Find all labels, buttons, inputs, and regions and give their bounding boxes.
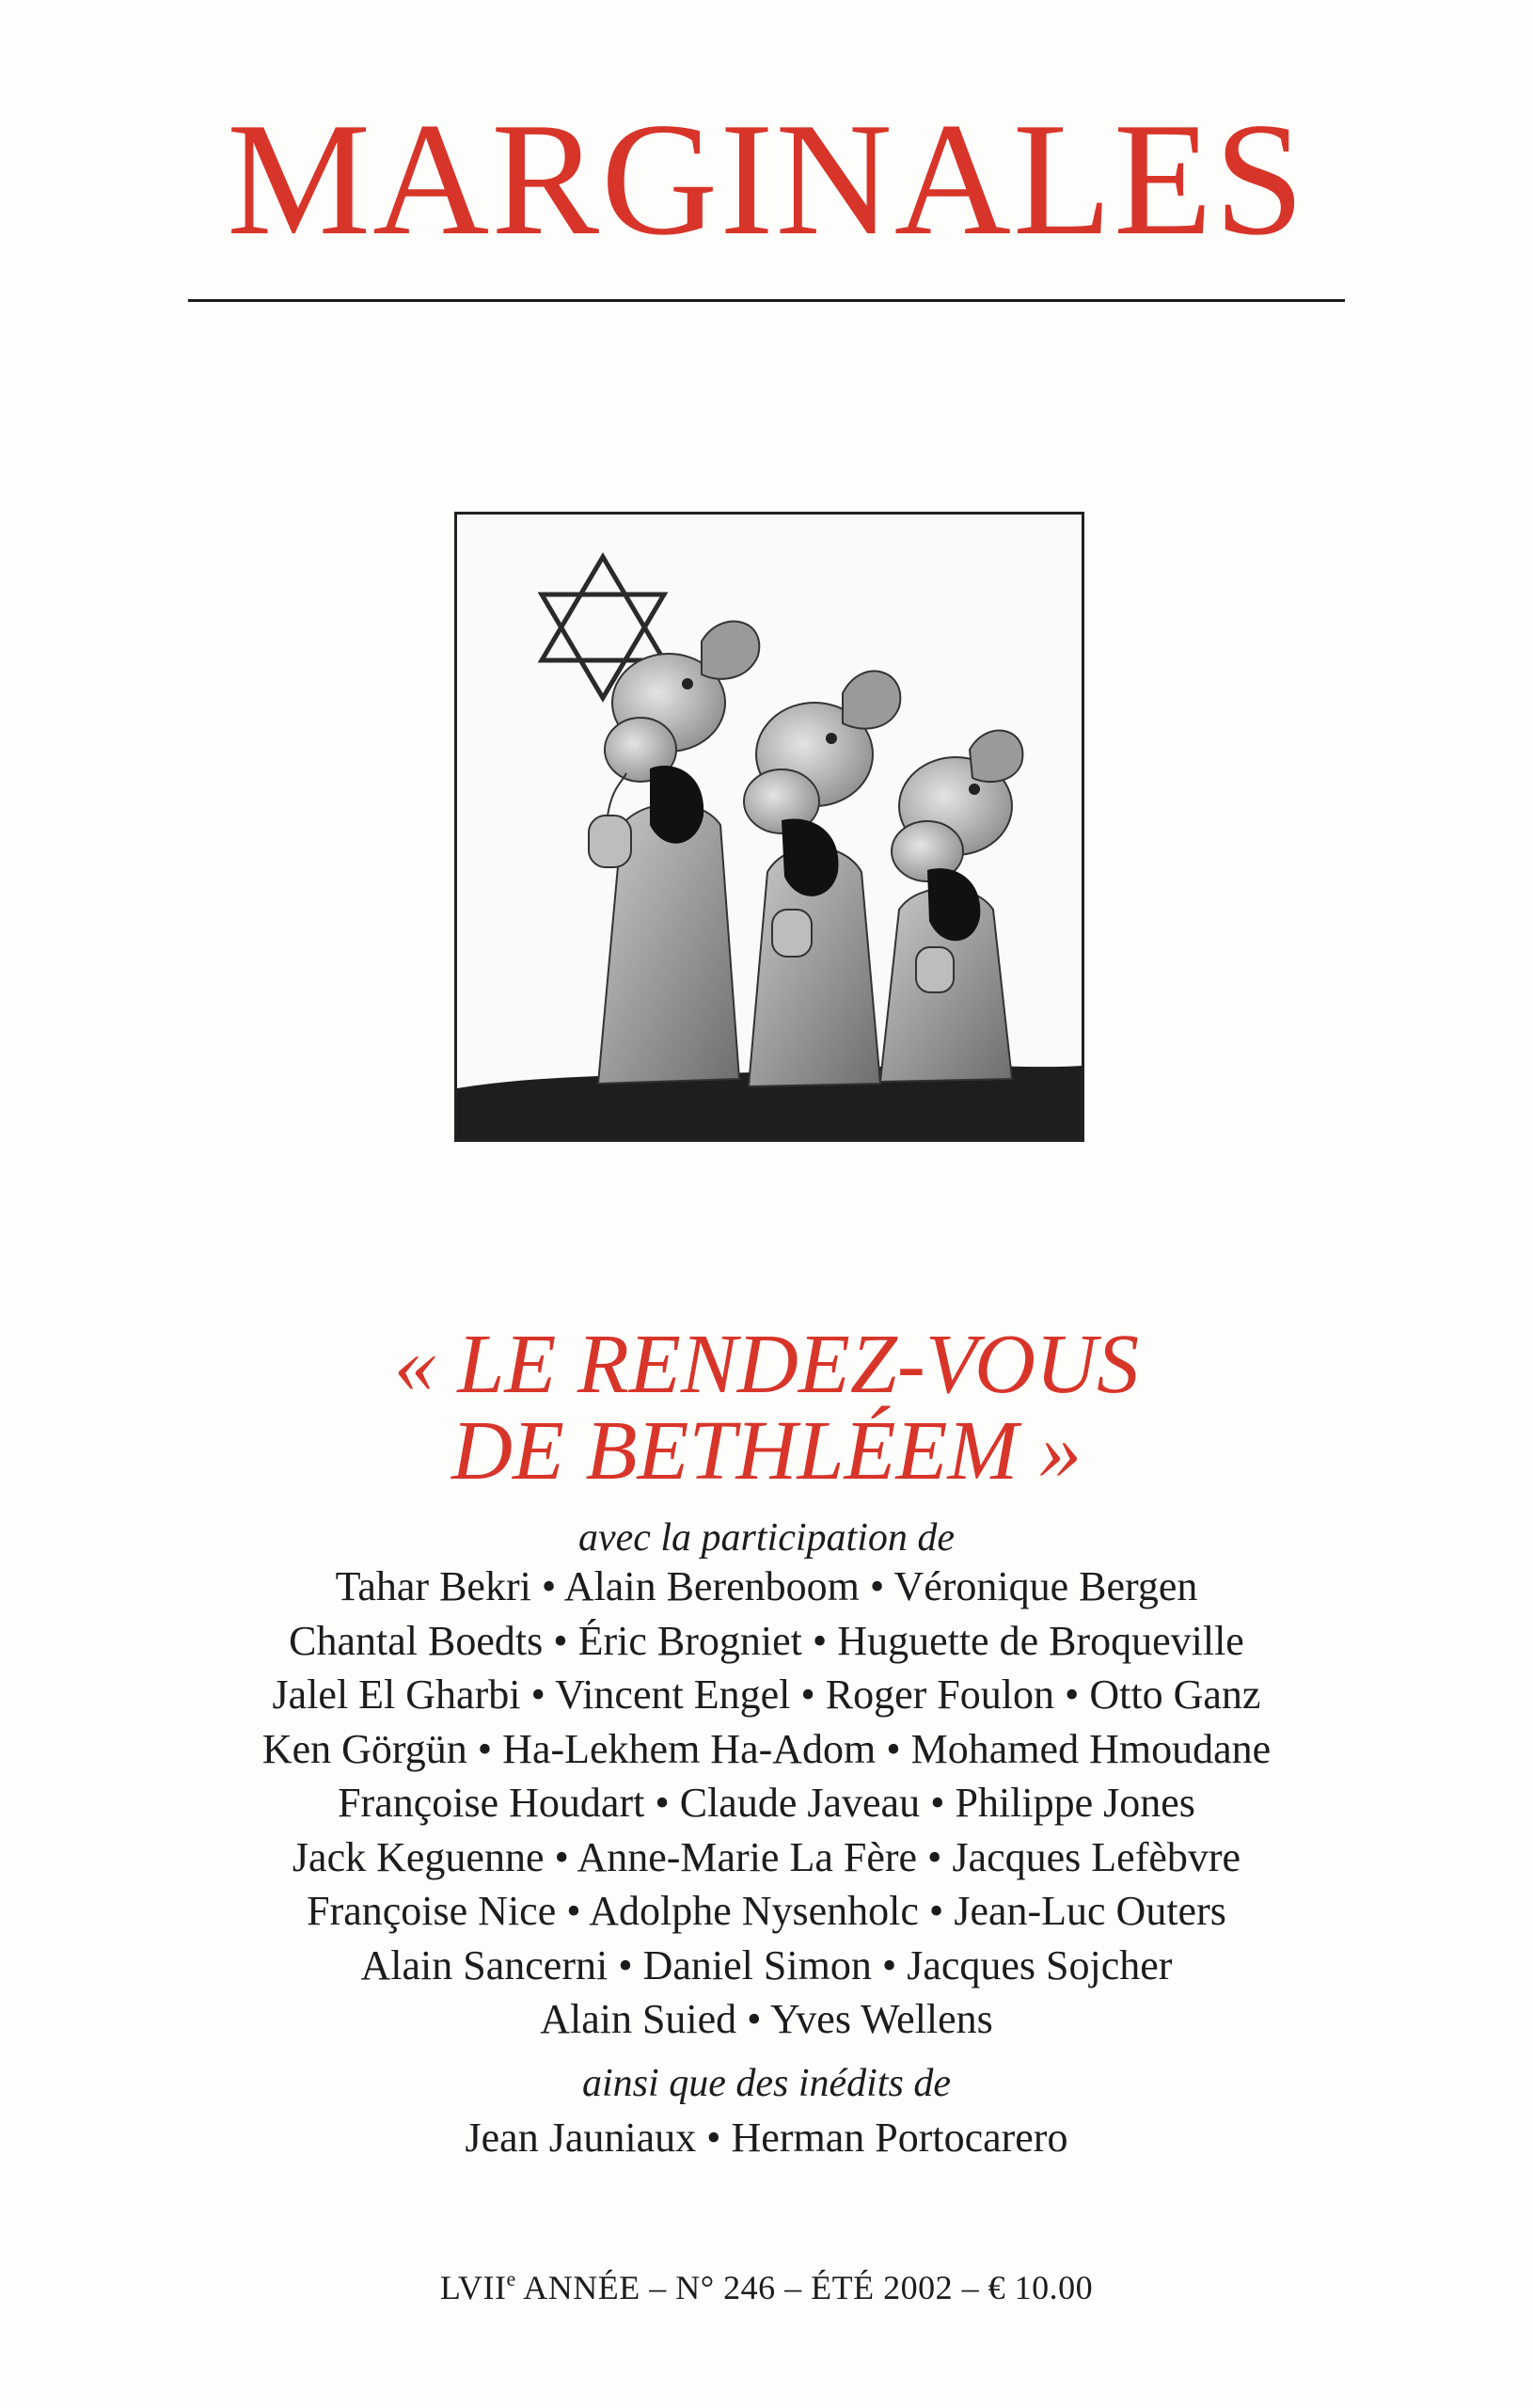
- contributors-line: Françoise Houdart • Claude Javeau • Philippe Jones: [338, 1780, 1195, 1826]
- contributors-line: Ken Görgün • Ha-Lekhem Ha-Adom • Mohamed Hmoudane: [261, 1725, 1272, 1772]
- issue-details: ANNÉE – N° 246 – ÉTÉ 2002 – € 10.00: [515, 2269, 1094, 2306]
- figure-middle: [744, 671, 900, 1086]
- figure-right: [880, 731, 1022, 1082]
- issue-year-superscript: e: [506, 2267, 516, 2290]
- contributors-line: Alain Suied • Yves Wellens: [540, 1996, 993, 2042]
- participation-label: avec la participation de: [577, 1516, 956, 1560]
- cover-illustration: [454, 512, 1084, 1142]
- contributors-line: Alain Sancerni • Daniel Simon • Jacques Sojcher: [360, 1941, 1173, 1988]
- feature-title-line1: « LE RENDEZ-VOUS: [393, 1318, 1140, 1411]
- issue-year-roman: LVII: [439, 2269, 507, 2306]
- feature-title: [0, 1318, 1533, 1497]
- masthead-rule: [188, 299, 1345, 302]
- illustration-svg: [457, 515, 1082, 1139]
- contributors-line: Jalel El Gharbi • Vincent Engel • Roger Foulon • Otto Ganz: [272, 1671, 1261, 1718]
- figure-left: [589, 622, 759, 1084]
- contributors-line: Jack Keguenne • Anne-Marie La Fère • Jacques Lefèbvre: [292, 1833, 1241, 1880]
- inedits-label: ainsi que des inédits de: [582, 2062, 951, 2105]
- contributors-line: Tahar Bekri • Alain Berenboom • Véronique Bergen: [335, 1563, 1198, 1609]
- feature-title-line2: DE BETHLÉEM »: [451, 1404, 1082, 1497]
- masthead-title: MARGINALES: [227, 90, 1306, 269]
- contributors-list: [0, 1560, 1533, 2047]
- issue-info: [0, 2258, 1533, 2309]
- contributors-line: Chantal Boedts • Éric Brogniet • Huguette de Broqueville: [289, 1617, 1244, 1664]
- contributors-line: Françoise Nice • Adolphe Nysenholc • Jean-Luc Outers: [307, 1888, 1226, 1934]
- inedits-authors: Jean Jauniaux • Herman Portocarero: [465, 2115, 1068, 2161]
